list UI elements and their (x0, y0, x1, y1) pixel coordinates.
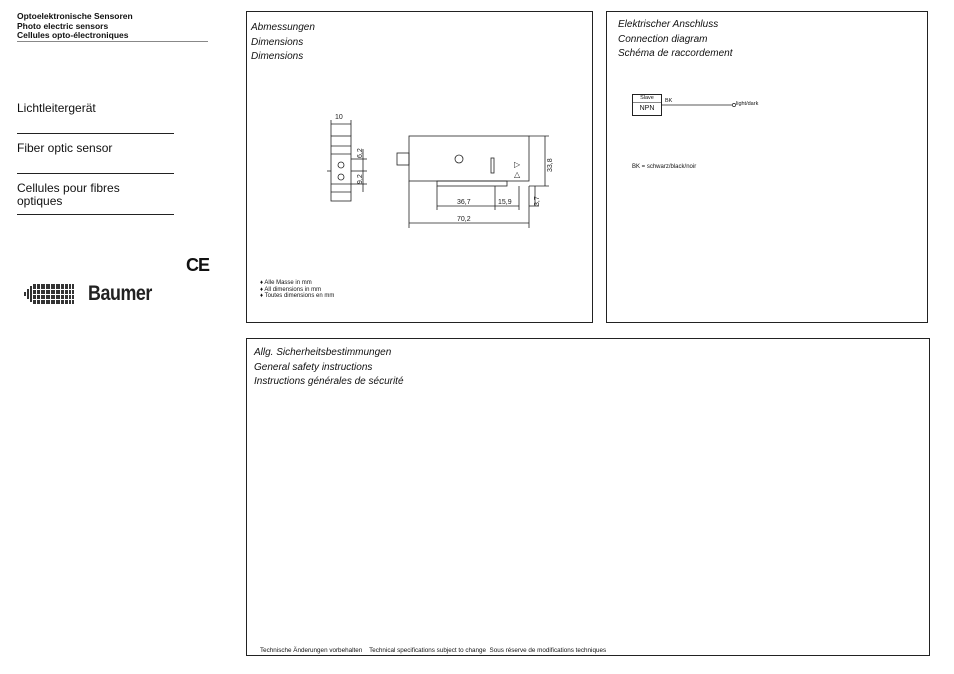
footer-disclaimer (260, 647, 606, 654)
dim-label-width: 10 (335, 114, 343, 121)
output-wire (662, 100, 737, 110)
connection-title (618, 18, 733, 62)
safety-title (254, 346, 404, 390)
dimensions-title-de: Abmessungen (251, 22, 315, 33)
ce-mark: CE (186, 255, 210, 275)
note-de: ♦ Alle Masse in mm (260, 280, 312, 286)
dimensions-panel (246, 11, 593, 323)
dim-label-top: 6,2 (357, 148, 364, 158)
triangle-mark-1: ▷ (514, 160, 521, 169)
footer-fr: Sous réserve de modifications techniques (489, 647, 607, 654)
fiber-connector (397, 153, 409, 165)
safety-title-fr: Instructions générales de sécurité (254, 376, 404, 387)
note-en: ♦ All dimensions in mm (260, 286, 322, 293)
indicator-led-icon (455, 155, 463, 163)
dimensions-title-fr: Dimensions (251, 51, 304, 62)
product-divider-3 (17, 214, 174, 215)
dim-label-a: 36,7 (457, 199, 471, 206)
product-divider-1 (17, 133, 174, 134)
connection-title-fr: Schéma de raccordement (618, 48, 733, 59)
catalog-header (17, 12, 133, 41)
note-fr: ♦ Toutes dimensions en mm (260, 293, 335, 299)
header-line-en: Photo electric sensors (17, 20, 109, 31)
connection-title-de: Elektrischer Anschluss (618, 19, 719, 30)
header-divider (17, 41, 208, 42)
header-line-fr: Cellules opto-électroniques (17, 30, 129, 40)
dimensions-title-en: Dimensions (251, 36, 304, 48)
footer-de: Technische Änderungen vorbehalten (260, 647, 363, 654)
header-line-de: Optoelektronische Sensoren (17, 11, 133, 21)
npn-label: NPN (639, 105, 655, 112)
safety-title-en: General safety instructions (254, 361, 373, 373)
output-label: light/dark (736, 101, 759, 107)
wire-color-legend: BK = schwarz/black/noir (632, 164, 697, 170)
connection-title-en: Connection diagram (618, 33, 708, 45)
product-name-en: Fiber optic sensor (17, 141, 113, 155)
product-divider-2 (17, 173, 174, 174)
wire-label-bk: BK (665, 98, 673, 104)
dim-label-b: 15,9 (498, 199, 512, 206)
slave-label: Slave (633, 95, 661, 103)
dim-label-length: 70,2 (457, 216, 471, 223)
dimensions-drawing (247, 12, 592, 322)
safety-title-de: Allg. Sicherheitsbestimmungen (254, 347, 392, 358)
dim-label-height: 33,8 (547, 158, 554, 172)
dim-label-lower: 9,2 (357, 174, 364, 184)
footer-en: Technical specifications subject to change (369, 647, 487, 654)
dimension-notes (260, 280, 334, 300)
triangle-mark-2: △ (514, 170, 521, 179)
dim-label-c: 3,7 (534, 196, 541, 206)
product-name-de: Lichtleitergerät (17, 101, 96, 115)
product-name-fr: Cellules pour fibres optiques (17, 181, 120, 208)
fiber-port-upper-icon (338, 162, 344, 168)
fiber-port-lower-icon (338, 174, 344, 180)
front-view-body (409, 136, 529, 181)
safety-panel (246, 338, 930, 656)
slave-npn-box (632, 94, 662, 116)
connection-panel (606, 11, 928, 323)
baumer-logo-text: Baumer (88, 282, 152, 305)
baumer-logo-bars-icon (24, 283, 84, 305)
baumer-logo (24, 282, 164, 306)
